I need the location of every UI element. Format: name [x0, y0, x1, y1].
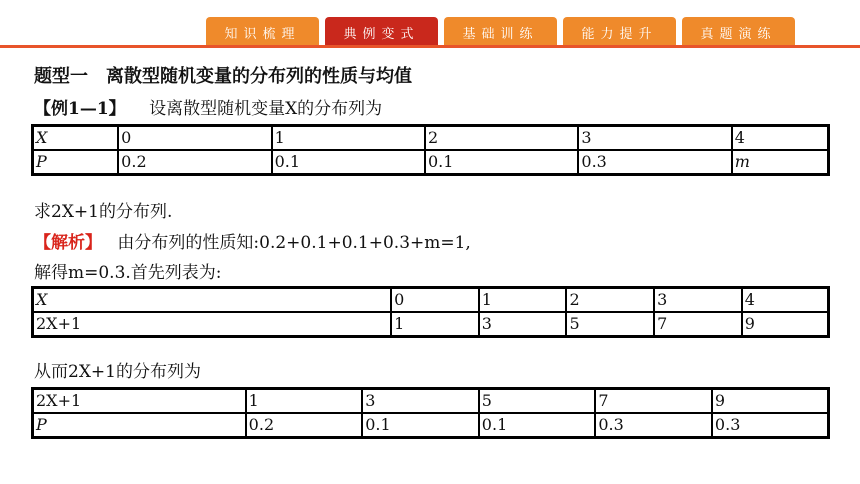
table-cell: 9 — [712, 389, 829, 414]
table-cell: 0.3 — [712, 413, 829, 438]
table-cell: 1 — [391, 312, 479, 337]
tab-examples[interactable]: 典例变式 — [325, 17, 438, 47]
table-row — [33, 150, 829, 175]
table-cell: 0.1 — [479, 413, 596, 438]
question-text: 求2X+1的分布列. — [34, 202, 173, 222]
table-cell: 2 — [425, 126, 578, 151]
table-cell: 7 — [595, 389, 712, 414]
table-cell: 5 — [566, 312, 654, 337]
table-cell: P — [33, 150, 119, 175]
transform-table — [31, 286, 830, 338]
table-cell: 3 — [479, 312, 567, 337]
table-cell: 0 — [118, 126, 271, 151]
tab-exam-practice[interactable]: 真题演练 — [682, 17, 795, 47]
page-title: 题型一 离散型随机变量的分布列的性质与均值 — [34, 66, 412, 87]
table-row — [33, 126, 829, 151]
table-cell: 1 — [272, 126, 425, 151]
tab-knowledge[interactable]: 知识梳理 — [206, 17, 319, 47]
conclusion-text: 从而2X+1的分布列为 — [34, 362, 201, 382]
table-cell: 4 — [732, 126, 829, 151]
table-cell: 3 — [362, 389, 479, 414]
tab-basic-training[interactable]: 基础训练 — [444, 17, 557, 47]
example-line — [34, 94, 382, 119]
section-tabs — [206, 17, 795, 47]
table-row — [33, 389, 829, 414]
table-cell: 3 — [578, 126, 731, 151]
result-distribution-table — [31, 387, 830, 439]
example-label: 【例1—1】 — [34, 99, 126, 119]
table-cell: 0.1 — [272, 150, 425, 175]
solution-line — [34, 228, 471, 253]
table-cell: 1 — [246, 389, 363, 414]
table-cell: 0.2 — [246, 413, 363, 438]
table-cell: 0 — [391, 288, 479, 313]
table-cell: 4 — [742, 288, 829, 313]
distribution-table-x — [31, 124, 830, 176]
table-cell: X — [33, 288, 392, 313]
table-cell: 0.1 — [362, 413, 479, 438]
table-cell: P — [33, 413, 246, 438]
solution-text: 由分布列的性质知:0.2+0.1+0.1+0.3+m=1, — [117, 233, 471, 253]
table-cell: 2X+1 — [33, 389, 246, 414]
table-cell: 5 — [479, 389, 596, 414]
example-text: 设离散型随机变量X的分布列为 — [149, 99, 383, 119]
table-cell: 2 — [566, 288, 654, 313]
table-cell: X — [33, 126, 119, 151]
header-divider — [0, 45, 860, 48]
table-cell: 7 — [654, 312, 742, 337]
table-cell: 9 — [742, 312, 829, 337]
table-cell: 0.1 — [425, 150, 578, 175]
table-cell: 0.3 — [578, 150, 731, 175]
table-row — [33, 312, 829, 337]
top-navigation — [0, 0, 860, 50]
solution-line-2: 解得m=0.3.首先列表为: — [34, 263, 222, 283]
table-cell: 2X+1 — [33, 312, 392, 337]
table-cell: 1 — [479, 288, 567, 313]
tab-ability[interactable]: 能力提升 — [563, 17, 676, 47]
table-cell: 3 — [654, 288, 742, 313]
table-row — [33, 413, 829, 438]
table-cell: 0.2 — [118, 150, 271, 175]
table-row — [33, 288, 829, 313]
table-cell: m — [732, 150, 829, 175]
solution-label: 【解析】 — [34, 233, 102, 253]
table-cell: 0.3 — [595, 413, 712, 438]
